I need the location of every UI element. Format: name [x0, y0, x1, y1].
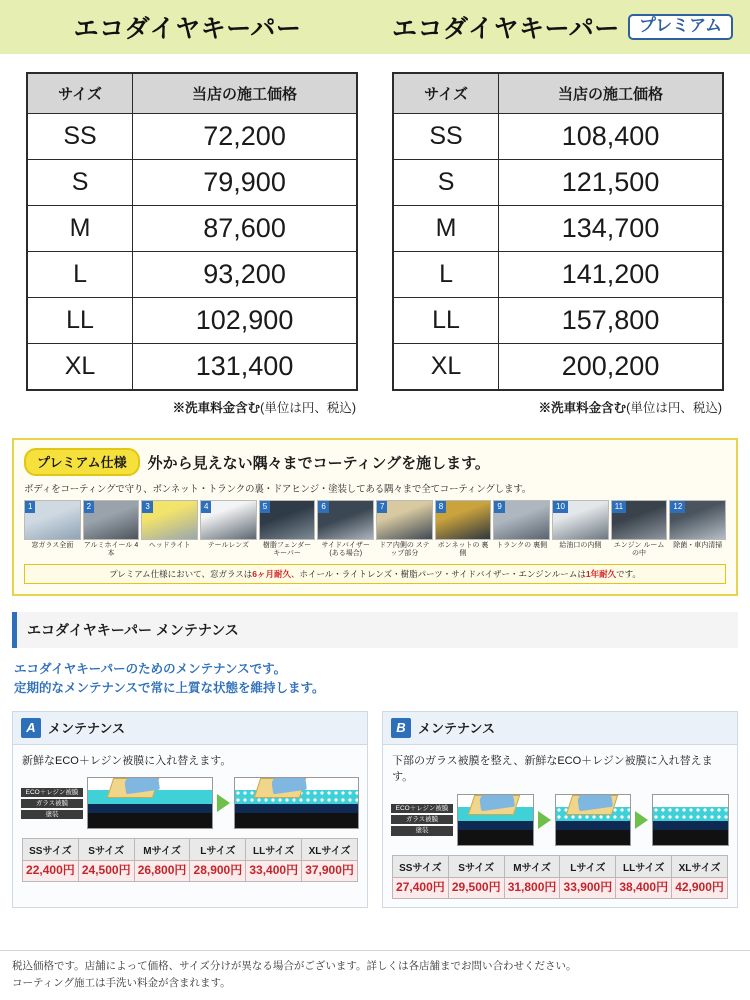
price-cell: 31,800円	[504, 877, 560, 898]
table-row	[27, 206, 357, 252]
size-header: Lサイズ	[560, 855, 616, 877]
spec-thumb-caption: テールレンズ	[207, 542, 249, 549]
plan-b-price-table	[392, 855, 728, 899]
spec-thumb-number: 10	[553, 501, 568, 513]
maintenance-plan-a-header	[13, 712, 367, 745]
cell-price: 157,800	[499, 298, 723, 344]
plan-a-price-table	[22, 838, 358, 882]
legend-paint: 塗装	[391, 826, 453, 835]
footnote-red-1: 6ヶ月耐久	[252, 569, 291, 580]
header-band	[0, 0, 750, 54]
plan-title: メンテナンス	[48, 721, 125, 737]
spec-thumb-image	[435, 500, 492, 540]
spec-thumb	[376, 500, 433, 558]
spec-thumb-number: 1	[25, 501, 35, 513]
table-row	[393, 160, 723, 206]
price-cell: 24,500円	[78, 861, 134, 882]
footnote-part-2: 、ホイール・ライトレンズ・樹脂パーツ・サイドバイザー・エンジンルームは	[290, 569, 586, 580]
table-row	[393, 114, 723, 160]
cell-size: SS	[27, 114, 133, 160]
spec-thumb-image	[611, 500, 668, 540]
price-note-premium	[392, 398, 724, 416]
spec-thumb-number: 2	[84, 501, 94, 513]
column-header-size: サイズ	[27, 73, 133, 114]
cell-size: M	[393, 206, 499, 252]
spec-thumb-image	[317, 500, 374, 540]
premium-badge: プレミアム	[628, 14, 733, 41]
spec-thumb	[611, 500, 668, 558]
price-cell: 28,900円	[190, 861, 246, 882]
size-header: SSサイズ	[393, 855, 449, 877]
footer-line-1: 税込価格です。店舗によって価格、サイズ分けが異なる場合がございます。詳しくは各店舗までお問い合わせください。	[12, 960, 577, 973]
spec-thumb-caption: 窓ガラス全面	[31, 542, 74, 549]
layer-glass	[556, 821, 631, 830]
spec-thumb-image	[493, 500, 550, 540]
table-header-row	[393, 73, 723, 114]
cell-size: M	[27, 206, 133, 252]
column-header-price: 当店の施工価格	[499, 73, 723, 114]
legend-coat: ECO＋レジン被膜	[21, 788, 83, 797]
cell-price: 141,200	[499, 252, 723, 298]
table-row	[27, 160, 357, 206]
price-note-bold: ※洗車料金含む	[172, 401, 261, 415]
spec-thumb	[435, 500, 492, 558]
size-header: LLサイズ	[246, 839, 302, 861]
table-row	[27, 252, 357, 298]
table-row	[27, 298, 357, 344]
size-header: SSサイズ	[23, 839, 79, 861]
plan-description: 下部のガラス被膜を整え、新鮮なECO＋レジン被膜に入れ替えます。	[392, 754, 713, 784]
table-row	[27, 114, 357, 160]
spec-thumb-number: 7	[377, 501, 387, 513]
price-tables-area	[0, 54, 750, 416]
spec-thumb-number: 4	[201, 501, 211, 513]
spec-thumb-number: 9	[494, 501, 504, 513]
price-cell: 33,900円	[560, 877, 616, 898]
price-cell: 37,900円	[302, 861, 358, 882]
cell-size: S	[27, 160, 133, 206]
price-note-rest: (単位は円、税込)	[260, 401, 356, 415]
price-note-bold: ※洗車料金含む	[538, 401, 627, 415]
maintenance-plan-a	[12, 711, 368, 908]
cell-size: L	[27, 252, 133, 298]
layer-paint	[88, 813, 212, 828]
arrow-icon	[538, 811, 551, 829]
price-cell: 27,400円	[393, 877, 449, 898]
footnote-part-3: です。	[616, 569, 641, 580]
layer-glass	[458, 821, 533, 830]
size-header: Sサイズ	[448, 855, 504, 877]
column-header-price: 当店の施工価格	[133, 73, 357, 114]
price-cell: 29,500円	[448, 877, 504, 898]
price-cell: 33,400円	[246, 861, 302, 882]
table-row	[393, 252, 723, 298]
spec-thumb-number: 3	[142, 501, 152, 513]
spec-thumb-caption: サイドバイザー (ある場合)	[321, 542, 370, 558]
diagram-legend	[21, 788, 83, 819]
table-row	[393, 206, 723, 252]
table-header-row	[393, 855, 728, 877]
spec-thumb	[317, 500, 374, 558]
plan-title: メンテナンス	[418, 721, 495, 737]
cell-size: XL	[393, 344, 499, 391]
column-header-size: サイズ	[393, 73, 499, 114]
layer-paint	[458, 830, 533, 845]
spec-thumb-caption: ボンネットの 裏側	[437, 542, 489, 558]
price-note-rest: (単位は円、税込)	[626, 401, 722, 415]
header-left	[0, 9, 375, 45]
spec-thumb-image	[552, 500, 609, 540]
layer-glass	[235, 804, 359, 813]
cell-price: 131,400	[133, 344, 357, 391]
spec-thumb-caption: 樹脂フェンダー キーパー	[262, 542, 312, 558]
diagram-mid	[555, 794, 632, 846]
cell-size: LL	[27, 298, 133, 344]
cell-size: L	[393, 252, 499, 298]
size-header: Lサイズ	[190, 839, 246, 861]
size-header: Sサイズ	[78, 839, 134, 861]
price-block-standard	[26, 72, 358, 416]
layer-glass	[88, 804, 212, 813]
spec-thumb-image	[376, 500, 433, 540]
plan-letter-badge: B	[391, 718, 411, 738]
plan-description: 新鮮なECO＋レジン被膜に入れ替えます。	[22, 754, 232, 767]
spec-thumb-image	[83, 500, 140, 540]
diagram-legend	[391, 804, 453, 835]
premium-spec-headline: 外から見えない隅々までコーティングを施します。	[147, 454, 490, 472]
cell-price: 108,400	[499, 114, 723, 160]
cell-price: 79,900	[133, 160, 357, 206]
legend-glass: ガラス被膜	[391, 815, 453, 824]
spec-thumb	[200, 500, 257, 558]
spec-thumb	[259, 500, 316, 558]
cell-price: 121,500	[499, 160, 723, 206]
premium-spec-panel	[12, 438, 738, 596]
maintenance-plan-b	[382, 711, 738, 908]
table-header-row	[23, 839, 358, 861]
arrow-icon	[635, 811, 648, 829]
layer-glass	[653, 821, 728, 830]
cell-price: 134,700	[499, 206, 723, 252]
spec-thumb-number: 6	[318, 501, 328, 513]
spec-thumb	[552, 500, 609, 558]
header-left-title: エコダイヤキーパー	[73, 15, 302, 43]
maintenance-section-title: エコダイヤキーパー メンテナンス	[12, 612, 738, 648]
spec-thumb	[24, 500, 81, 558]
cell-price: 87,600	[133, 206, 357, 252]
maintenance-lead-line2: 定期的なメンテナンスで常に上質な状態を維持します。	[14, 681, 325, 696]
spec-thumb-caption: トランクの 裏側	[496, 542, 548, 549]
header-right	[375, 9, 750, 45]
spec-thumb-caption: 除菌・車内清掃	[673, 542, 723, 549]
price-cell: 22,400円	[23, 861, 79, 882]
spec-thumb-caption: 給油口の内側	[559, 542, 602, 549]
legend-glass: ガラス被膜	[21, 799, 83, 808]
table-row	[23, 861, 358, 882]
premium-spec-footnote	[24, 564, 726, 584]
cell-size: SS	[393, 114, 499, 160]
cell-price: 72,200	[133, 114, 357, 160]
cell-size: LL	[393, 298, 499, 344]
cell-price: 102,900	[133, 298, 357, 344]
spec-thumb-image	[24, 500, 81, 540]
price-cell: 26,800円	[134, 861, 190, 882]
plan-b-diagram	[383, 786, 737, 846]
spec-thumb-caption: ドア内側の ステップ部分	[379, 542, 430, 558]
spec-thumb-caption: アルミホイール 4本	[83, 542, 139, 558]
diagram-before	[87, 777, 213, 829]
spec-thumb-number: 11	[612, 501, 626, 513]
spec-thumb	[669, 500, 726, 558]
spec-thumb-caption: ヘッドライト	[148, 542, 191, 549]
spec-thumb-number: 12	[670, 501, 685, 513]
premium-spec-badge: プレミアム仕様	[24, 448, 140, 476]
table-header-row	[27, 73, 357, 114]
diagram-after	[234, 777, 360, 829]
spec-thumb	[83, 500, 140, 558]
spec-thumb	[141, 500, 198, 558]
spec-thumb-image	[669, 500, 726, 540]
diagram-before	[457, 794, 534, 846]
footer-notes	[0, 950, 750, 1000]
maintenance-lead	[14, 660, 736, 699]
plan-letter-badge: A	[21, 718, 41, 738]
spec-thumb-caption: エンジン ルームの中	[613, 542, 665, 558]
table-row	[393, 344, 723, 391]
spec-thumb-number: 8	[436, 501, 446, 513]
price-table-premium	[392, 72, 724, 391]
size-header: Mサイズ	[504, 855, 560, 877]
cell-size: S	[393, 160, 499, 206]
size-header: XLサイズ	[672, 855, 728, 877]
spec-thumb-image	[259, 500, 316, 540]
size-header: LLサイズ	[616, 855, 672, 877]
table-row	[393, 877, 728, 898]
size-header: XLサイズ	[302, 839, 358, 861]
premium-spec-header	[24, 448, 726, 476]
layer-paint	[653, 830, 728, 845]
legend-coat: ECO＋レジン被膜	[391, 804, 453, 813]
cell-size: XL	[27, 344, 133, 391]
price-cell: 38,400円	[616, 877, 672, 898]
price-block-premium	[392, 72, 724, 416]
footer-line-2: コーティング施工は手洗い料金が含まれます。	[12, 976, 231, 989]
price-note-standard	[26, 398, 358, 416]
cell-price: 93,200	[133, 252, 357, 298]
maintenance-lead-line1: エコダイヤキーパーのためのメンテナンスです。	[14, 662, 287, 677]
header-right-title: エコダイヤキーパー	[392, 15, 620, 43]
spec-thumb-image	[141, 500, 198, 540]
layer-paint	[235, 813, 359, 828]
maintenance-plan-b-header	[383, 712, 737, 745]
table-row	[27, 344, 357, 391]
premium-spec-thumbnails	[24, 500, 726, 558]
plan-a-diagram	[13, 769, 367, 829]
price-cell: 42,900円	[672, 877, 728, 898]
price-table-standard	[26, 72, 358, 391]
layer-paint	[556, 830, 631, 845]
spec-thumb	[493, 500, 550, 558]
spec-thumb-image	[200, 500, 257, 540]
maintenance-columns	[12, 711, 738, 908]
cell-price: 200,200	[499, 344, 723, 391]
size-header: Mサイズ	[134, 839, 190, 861]
diagram-after	[652, 794, 729, 846]
legend-paint: 塗装	[21, 810, 83, 819]
arrow-icon	[217, 794, 230, 812]
table-row	[393, 298, 723, 344]
spec-thumb-number: 5	[260, 501, 270, 513]
footnote-part-1: プレミアム仕様において、窓ガラスは	[109, 569, 253, 580]
footnote-red-2: 1年耐久	[585, 569, 617, 580]
premium-spec-subtext: ボディをコーティングで守り、ボンネット・トランクの裏・ドアヒンジ・塗装してある隅々まで全てコーティングします。	[24, 484, 532, 495]
layer-coat	[653, 807, 728, 821]
